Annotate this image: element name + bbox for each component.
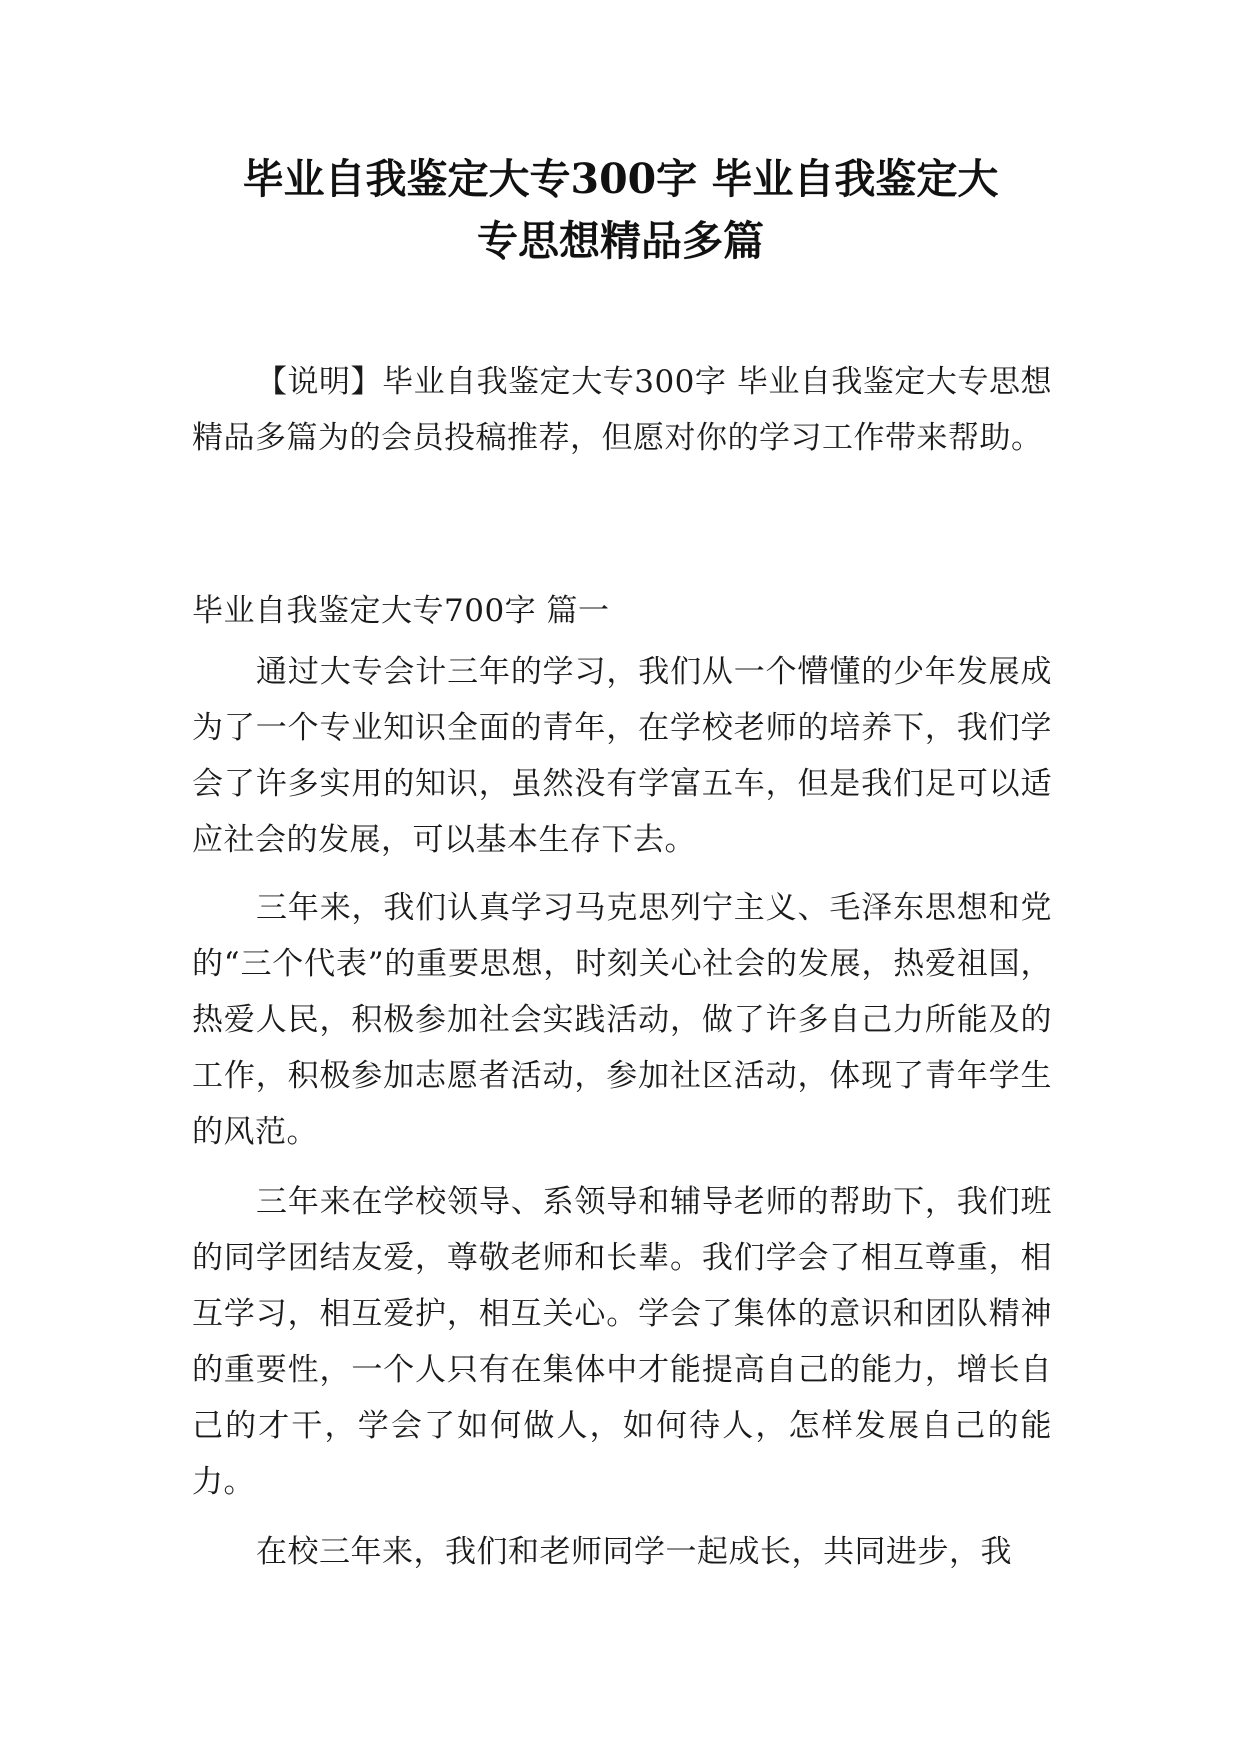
paragraph-4: 在校三年来，我们和老师同学一起成长，共同进步，我 bbox=[256, 1534, 1012, 1570]
section-heading: 毕业自我鉴定大专700字 篇一 bbox=[192, 593, 610, 629]
document-title-line-2: 专思想精品多篇 bbox=[477, 217, 764, 265]
paragraph-2: 三年来，我们认真学习马克思列宁主义、毛泽东思想和党的“三个代表”的重要思想，时刻关心社会的发展，热爱祖国，热爱人民，积极参加社会实践活动，做了许多自己力所能及的工作，积极参加志愿者活动，参加社区活动，体现了青年学生的风范。 bbox=[192, 890, 1052, 1150]
paragraph-1: 通过大专会计三年的学习，我们从一个懵懂的少年发展成为了一个专业知识全面的青年，在学校老师的培养下，我们学会了许多实用的知识，虽然没有学富五车，但是我们足可以适应社会的发展，可以基本生存下去。 bbox=[192, 654, 1052, 858]
document-title bbox=[150, 148, 1091, 272]
document-title-line-1: 毕业自我鉴定大专300字 毕业自我鉴定大 bbox=[242, 155, 999, 203]
paragraph-3: 三年来在学校领导、系领导和辅导老师的帮助下，我们班的同学团结友爱，尊敬老师和长辈。我们学会了相互尊重，相互学习，相互爱护，相互关心。学会了集体的意识和团队精神的重要性，一个人只有在集体中才能提高自己的能力，增长自己的才干，学会了如何做人，如何待人，怎样发展自己的能力。 bbox=[192, 1184, 1052, 1500]
document-note: 【说明】毕业自我鉴定大专300字 毕业自我鉴定大专思想精品多篇为的会员投稿推荐，但愿对你的学习工作带来帮助。 bbox=[192, 364, 1052, 456]
